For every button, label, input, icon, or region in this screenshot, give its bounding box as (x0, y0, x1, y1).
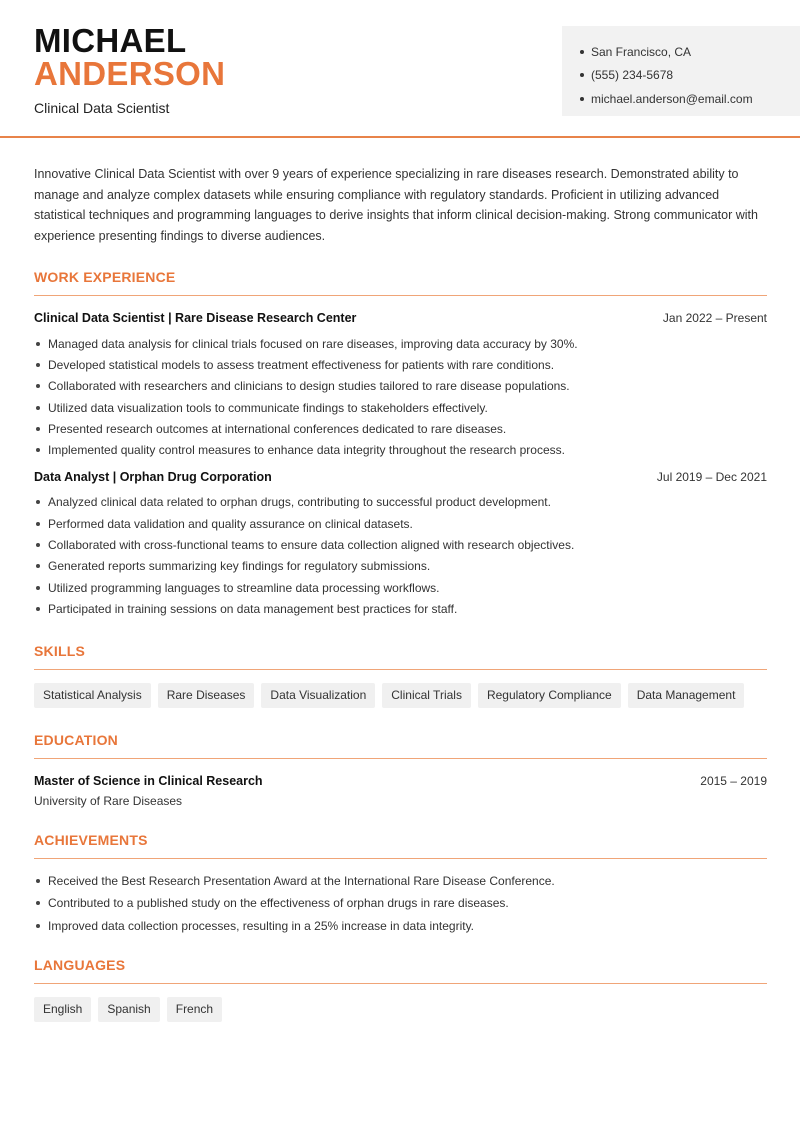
achievements-section (34, 832, 767, 938)
degree: Master of Science in Clinical Research (34, 773, 263, 788)
language-chip: French (167, 997, 222, 1022)
skill-chip: Clinical Trials (382, 683, 471, 708)
list-item: Managed data analysis for clinical trials focused on rare diseases, improving data accuracy by 30%. (34, 333, 767, 354)
list-item: Utilized programming languages to streamline data processing workflows. (34, 577, 767, 598)
bullet-icon (36, 879, 40, 883)
bullet-icon (36, 607, 40, 611)
bullet-icon (36, 901, 40, 905)
skill-chip: Regulatory Compliance (478, 683, 621, 708)
job-entry (34, 311, 767, 461)
list-item: Implemented quality control measures to enhance data integrity throughout the research process. (34, 439, 767, 460)
job-dates: Jan 2022 – Present (662, 311, 767, 325)
contact-phone (580, 64, 800, 88)
section-title-achievements: ACHIEVEMENTS (34, 832, 767, 859)
bullet-icon (36, 384, 40, 388)
bullet-icon (36, 448, 40, 452)
skill-chip: Data Management (628, 683, 745, 708)
bullet-icon (36, 543, 40, 547)
contact-location (580, 40, 800, 64)
education-dates: 2015 – 2019 (700, 773, 767, 788)
section-title-skills: SKILLS (34, 643, 767, 670)
language-chip: English (34, 997, 91, 1022)
bullet-icon (36, 586, 40, 590)
bullet-icon (36, 427, 40, 431)
bullet-icon (36, 924, 40, 928)
location-text: San Francisco, CA (591, 44, 692, 59)
bullet-icon (580, 50, 584, 54)
list-item: Analyzed clinical data related to orphan drugs, contributing to successful product development. (34, 492, 767, 513)
summary: Innovative Clinical Data Scientist with over 9 years of experience specializing in rare diseases research. Demonstrated ability to manage and analyze complex datasets while ensuring compliance with regulatory standards. Proficient in utilizing advanced statistical techniques and programming languages to derive insights that inform clinical decision-making. Strong communicator with experience presenting findings to diverse audiences. (34, 167, 758, 243)
job-bullets (34, 492, 767, 620)
languages-section (34, 957, 767, 1022)
job-title: Clinical Data Scientist (34, 100, 170, 116)
first-name: MICHAEL (34, 22, 187, 59)
job-entry (34, 470, 767, 620)
job-bullets (34, 333, 767, 461)
list-item: Generated reports summarizing key findings for regulatory submissions. (34, 556, 767, 577)
section-title-work: WORK EXPERIENCE (34, 269, 767, 296)
contact-box (562, 26, 800, 116)
work-section (34, 269, 767, 620)
list-item: Collaborated with cross-functional teams to ensure data collection aligned with research objectives. (34, 534, 767, 555)
list-item: Presented research outcomes at international conferences dedicated to rare diseases. (34, 418, 767, 439)
achievements-list (34, 870, 767, 938)
bullet-icon (36, 522, 40, 526)
bullet-icon (36, 406, 40, 410)
last-name: ANDERSON (34, 55, 226, 92)
list-item: Collaborated with researchers and clinicians to design studies tailored to rare disease populations. (34, 376, 767, 397)
list-item: Utilized data visualization tools to communicate findings to stakeholders effectively. (34, 397, 767, 418)
bullet-icon (36, 342, 40, 346)
bullet-icon (36, 363, 40, 367)
resume-header (0, 0, 800, 138)
skill-chip: Rare Diseases (158, 683, 255, 708)
education-entry (34, 774, 767, 808)
email-text[interactable]: michael.anderson@email.com (591, 91, 753, 106)
languages-list (34, 997, 767, 1022)
contact-email (580, 87, 800, 111)
list-item: Developed statistical models to assess treatment effectiveness for patients with rare conditions. (34, 354, 767, 375)
job-heading: Clinical Data Scientist | Rare Disease Research Center (34, 311, 357, 325)
bullet-icon (36, 500, 40, 504)
list-item: Contributed to a published study on the effectiveness of orphan drugs in rare diseases. (34, 892, 767, 915)
bullet-icon (580, 73, 584, 77)
section-title-education: EDUCATION (34, 732, 767, 759)
skills-section (34, 643, 767, 708)
list-item: Received the Best Research Presentation Award at the International Rare Disease Conference. (34, 870, 767, 893)
job-dates: Jul 2019 – Dec 2021 (656, 469, 767, 484)
skill-chip: Data Visualization (261, 683, 375, 708)
school: University of Rare Diseases (34, 793, 183, 808)
skill-chip: Statistical Analysis (34, 683, 151, 708)
job-heading: Data Analyst | Orphan Drug Corporation (34, 469, 272, 484)
list-item: Participated in training sessions on data management best practices for staff. (34, 598, 767, 619)
education-section (34, 732, 767, 808)
phone-text: (555) 234-5678 (591, 68, 674, 83)
language-chip: Spanish (98, 997, 159, 1022)
skills-list (34, 683, 767, 708)
bullet-icon (580, 97, 584, 101)
list-item: Improved data collection processes, resulting in a 25% increase in data integrity. (34, 915, 767, 938)
bullet-icon (36, 564, 40, 568)
resume-body (34, 164, 767, 1022)
list-item: Performed data validation and quality assurance on clinical datasets. (34, 513, 767, 534)
section-title-languages: LANGUAGES (34, 957, 767, 984)
